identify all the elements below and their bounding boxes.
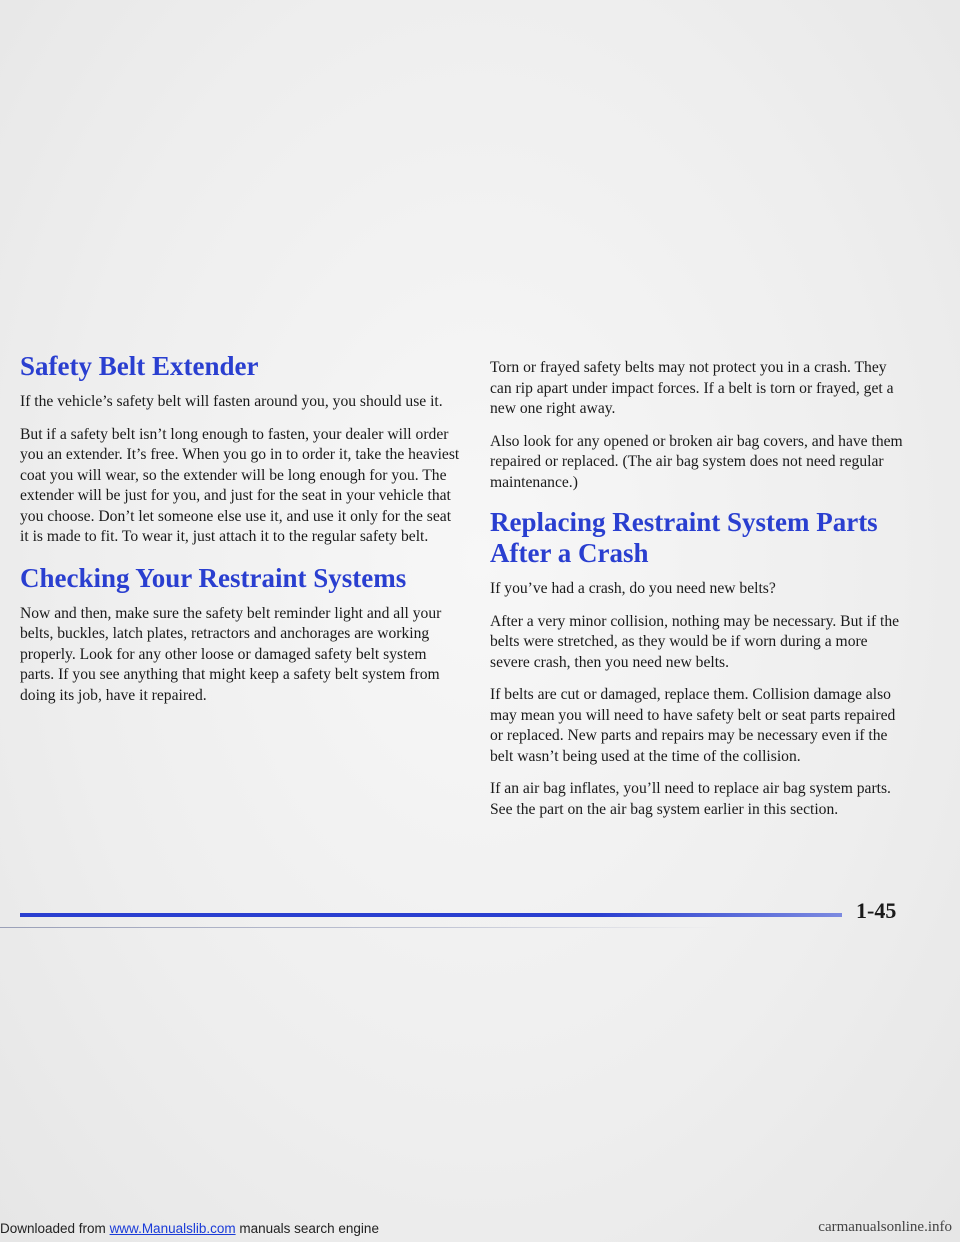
paragraph-replacing-3: If belts are cut or damaged, replace them. Collision damage also may mean you will need to have safety belt or seat parts repaired or replaced. New parts and repairs may be necessary even if the belt wasn’t being used at the time of the collision. [490,686,896,765]
left-column [20,350,462,718]
paragraph-extender-1: If the vehicle’s safety belt will fasten around you, you should use it. [20,393,443,410]
right-column [490,358,910,832]
paragraph-checking-1: Now and then, make sure the safety belt reminder light and all your belts, buckles, latch plates, retractors and anchorages are working properly. Look for any other loose or damaged safety belt system parts. If you see anything that might keep a safety belt system from doing its job, have it repaired. [20,604,442,704]
watermark-text: carmanualsonline.info [818,1219,952,1235]
footer-rule-thin [0,927,720,928]
manualslib-link[interactable]: www.Manualslib.com [109,1221,236,1236]
download-notice [0,1221,379,1236]
heading-checking-restraint-systems: Checking Your Restraint Systems [20,562,407,593]
download-suffix: manuals search engine [235,1221,379,1236]
paragraph-torn-belts: Torn or frayed safety belts may not protect you in a crash. They can rip apart under impact forces. If a belt is torn or frayed, get a new one right away. [490,359,894,417]
heading-replacing-restraint-parts: Replacing Restraint System Parts After a Crash [490,507,878,568]
paragraph-air-bag-covers: Also look for any opened or broken air bag covers, and have them repaired or replaced. (The air bag system does not need regular maintenance.) [490,432,903,491]
paragraph-replacing-4: If an air bag inflates, you’ll need to replace air bag system parts. See the part on the air bag system earlier in this section. [490,780,891,818]
paragraph-extender-2: But if a safety belt isn’t long enough to fasten, your dealer will order you an extender. It’s free. When you go in to order it, take the heaviest coat you will wear, so the extender will be long enough for you. The extender will be just for you, and just for the seat in your vehicle that you choose. Don’t let someone else use it, and use it only for the seat it is made to fit. To wear it, just attach it to the regular safety belt. [20,425,460,545]
page-number: 1-45 [856,898,897,923]
download-prefix: Downloaded from [0,1221,110,1236]
heading-safety-belt-extender: Safety Belt Extender [20,351,259,381]
footer-rule [20,913,842,917]
paragraph-replacing-2: After a very minor collision, nothing may be necessary. But if the belts were stretched, as they would be if worn during a more severe crash, then you need new belts. [490,612,900,671]
paragraph-replacing-1: If you’ve had a crash, do you need new belts? [490,580,776,597]
